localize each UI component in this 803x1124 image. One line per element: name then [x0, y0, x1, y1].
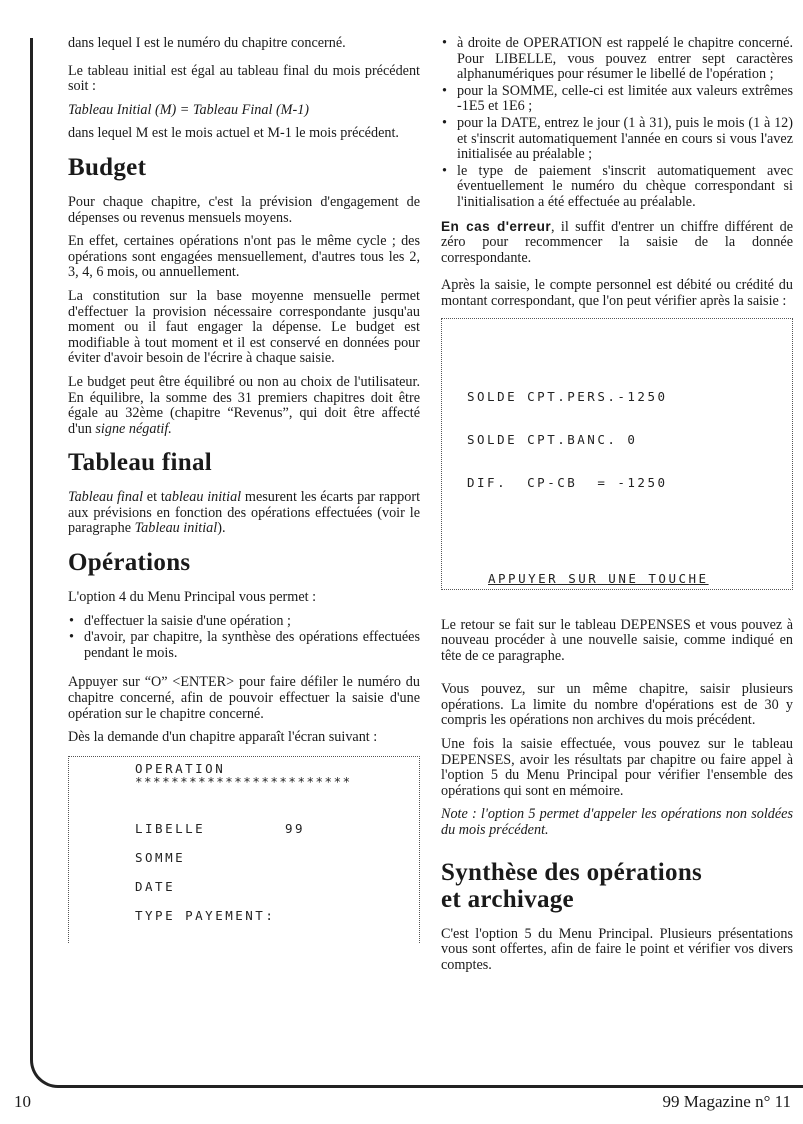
formula: Tableau Initial (M) = Tableau Final (M-1) [68, 101, 310, 118]
note: Note : l'option 5 permet d'appeler les opérations non soldées du mois précédent. [441, 806, 793, 839]
paragraph: Le retour se fait sur le tableau DEPENSES et vous pouvez à nouveau procéder à une nouvelle saisie, comme indiqué en tête de ce paragraphe. [441, 616, 793, 664]
bullet-list [441, 36, 793, 211]
text: mesurent les écarts par rapport aux prévisions en fonction des opérations effectuées (voir le paragraphe [68, 489, 421, 537]
paragraph: dans lequel I est le numéro du chapitre concerné. [68, 35, 346, 51]
heading-budget: Budget [68, 153, 147, 181]
paragraph: La constitution sur la base moyenne mensuelle permet d'effectuer la provision nécessaire correspondante jusqu'au moment ou il faut engager la dépense. Le budget est modifiable à tout moment et il est conservé en données pour éviter d'avoir besoin de l'écrire à chaque saisie. [68, 287, 420, 367]
bullet-list [68, 614, 420, 662]
heading-tableau-final: Tableau final [68, 449, 212, 477]
screen-somme-label: SOMME [135, 849, 186, 865]
paragraph: Vous pouvez, sur un même chapitre, saisir plusieurs opérations. La limite du nombre d'opérations est de 30 y compris les opérations non archives du mois précédent. [441, 681, 793, 729]
solde-screen-box [441, 318, 793, 590]
list-item: • d'avoir, par chapitre, la synthèse des opérations effectuées pendant le mois. [68, 630, 420, 661]
heading-operations: Opérations [68, 549, 191, 577]
screen-date-label: DATE [135, 878, 176, 894]
text: Le budget peut être équilibré ou non au choix de l'utilisateur. En équilibre, la somme des 31 premiers chapitres doit être égale au 32ème (chapitre “Revenus”, qui doit être affecté d'un [68, 373, 420, 437]
screen-libelle-label: LIBELLE [135, 820, 206, 836]
emphasis: Tableau final [68, 489, 144, 506]
list-item: • pour la SOMME, celle-ci est limitée aux valeurs extrêmes -1E5 et 1E6 ; [441, 84, 793, 115]
emphasis: Tableau initial [134, 520, 218, 537]
paragraph: dans lequel M est le mois actuel et M-1 le mois précédent. [68, 125, 399, 142]
heading-archivage: et archivage [441, 885, 574, 913]
paragraph [68, 490, 420, 537]
left-column [68, 36, 420, 943]
screen-type-payement-label: TYPE PAYEMENT: [135, 907, 276, 923]
screen-libelle-value: 99 [285, 820, 306, 836]
paragraph: Appuyer sur “O” <ENTER> pour faire défiler le numéro du chapitre concerné, afin de pouvoir effectuer la saisie d'une opération sur le chapitre concerné. [68, 674, 420, 722]
page-number: 10 [14, 1092, 31, 1111]
text: ). [217, 520, 226, 537]
paragraph: Pour chaque chapitre, c'est la prévision d'engagement de dépenses ou revenus mensuels moyens. [68, 193, 420, 226]
paragraph [68, 375, 420, 437]
paragraph: Une fois la saisie effectuée, vous pouvez sur le tableau DEPENSES, avoir les résultats par chapitre ou faire appel à l'option 5 du Menu Principal pour vérifier l'ensemble des opérations qui sont en mémoire. [441, 736, 793, 799]
screen-difference: DIF. CP-CB = -1250 [467, 474, 668, 490]
screen-solde-banc: SOLDE CPT.BANC. 0 [467, 431, 638, 447]
bold-text: En cas d'erreur [441, 218, 552, 234]
paragraph: Le tableau initial est égal au tableau final du mois précédent soit : [68, 62, 420, 95]
right-column [441, 36, 793, 981]
operation-screen-box [68, 756, 420, 943]
text: , il suffit d'entrer un chiffre différent de zéro pour recommencer la saisie de la donnée correspondante. [441, 218, 793, 266]
text: et t [143, 489, 165, 506]
paragraph: Dès la demande d'un chapitre apparaît l'écran suivant : [68, 729, 378, 746]
screen-stars: ************************ [135, 773, 352, 789]
list-item: • le type de paiement s'inscrit automatiquement avec éventuellement le numéro du chèque correspondant si l'initialisation a été effectuée au préalable. [441, 164, 793, 211]
list-item: • d'effectuer la saisie d'une opération ; [68, 614, 420, 630]
screen-solde-pers: SOLDE CPT.PERS.-1250 [467, 388, 668, 404]
screen-press-key: APPUYER SUR UNE TOUCHE [488, 570, 709, 586]
paragraph [441, 219, 793, 267]
list-item: • à droite de OPERATION est rappelé le chapitre concerné. Pour LIBELLE, vous pouvez entrer sept caractères alphanumériques pour résumer le libellé de l'opération ; [441, 36, 793, 83]
paragraph: En effet, certaines opérations n'ont pas le même cycle ; des opérations sont engagées mensuellement, d'autres tous les 2, 3, 4, 6 mois, ou annuellement. [68, 233, 420, 281]
screen-title: OPERATION [135, 760, 226, 776]
heading-synthese: Synthèse des opérations [441, 858, 703, 886]
emphasis: signe négatif. [95, 420, 172, 437]
emphasis: ableau initial [164, 489, 242, 506]
paragraph: Après la saisie, le compte personnel est débité ou crédité du montant correspondant, que l'on peut vérifier après la saisie : [441, 277, 793, 309]
magazine-name: 99 Magazine n° 11 [662, 1092, 791, 1111]
list-item: • pour la DATE, entrez le jour (1 à 31), puis le mois (1 à 12) et s'inscrit automatiquement l'année en cours si vous l'avez initialisée au préalable ; [441, 116, 793, 163]
paragraph: L'option 4 du Menu Principal vous permet : [68, 589, 317, 606]
paragraph: C'est l'option 5 du Menu Principal. Plusieurs présentations vous sont offertes, afin de faire le point et vérifier vos divers comptes. [441, 925, 793, 973]
